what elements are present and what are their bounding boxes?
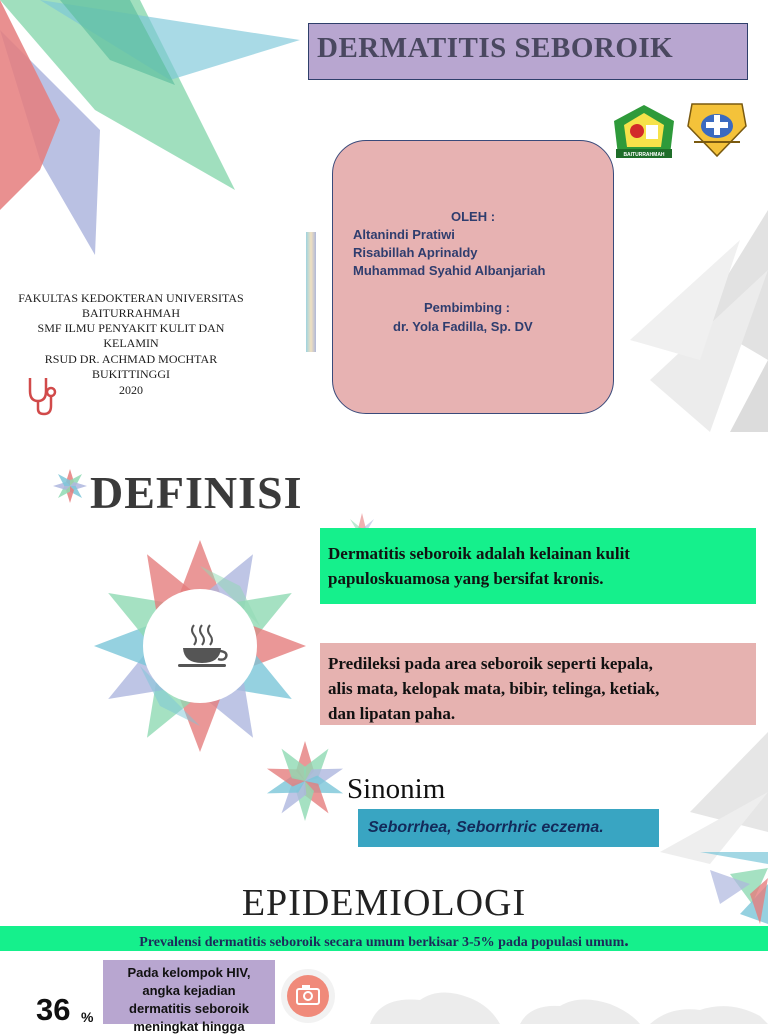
definisi-heading: DEFINISI — [90, 467, 303, 518]
prevalence-text — [0, 930, 768, 951]
predileksi-line: Predileksi pada area seboroik seperti kepala, — [328, 654, 653, 673]
faculty-line: BUKITTINGGI — [92, 367, 170, 381]
predileksi-box — [320, 643, 756, 725]
author-1: Altanindi Pratiwi — [353, 227, 455, 242]
author-2: Risabillah Aprinaldy — [353, 245, 478, 260]
definition-line: papuloskuamosa yang bersifat kronis. — [328, 569, 604, 588]
author-box — [332, 140, 614, 414]
definition-box — [320, 528, 756, 604]
faculty-line: RSUD DR. ACHMAD MOCHTAR — [44, 352, 218, 366]
hiv-line: meningkat hingga — [133, 1019, 245, 1034]
pembimbing-name: dr. Yola Fadilla, Sp. DV — [393, 319, 533, 334]
percentage-value: 36 — [36, 992, 71, 1027]
decorative-petals — [700, 852, 768, 864]
faculty-line: KELAMIN — [103, 336, 159, 350]
slide-title: DERMATITIS SEBOROIK — [317, 32, 674, 64]
faculty-line: BAITURRAHMAH — [81, 306, 180, 320]
hiv-line: angka kejadian — [142, 983, 236, 998]
university-logo — [612, 103, 676, 161]
svg-text:BAITURRAHMAH: BAITURRAHMAH — [623, 152, 665, 158]
hiv-box — [103, 960, 275, 1034]
prevalence-band — [0, 926, 768, 951]
sinonim-label: Sinonim — [347, 773, 446, 805]
sinonim-box — [358, 809, 659, 847]
author-3: Muhammad Syahid Albanjariah — [353, 263, 546, 278]
stethoscope-icon — [24, 375, 60, 417]
oleh-label: OLEH : — [451, 209, 496, 224]
decorative-grey-petals — [590, 210, 768, 432]
sinonim-text: Seborrhea, Seborrhric eczema. — [368, 819, 604, 836]
accent-bar — [306, 232, 316, 352]
definition-line: Dermatitis seboroik adalah kelainan kulit — [328, 544, 630, 563]
faculty-line: SMF ILMU PENYAKIT KULIT DAN — [37, 321, 225, 335]
prevalence-period: . — [624, 930, 629, 950]
flower-icon — [264, 740, 346, 822]
decorative-petals — [0, 0, 310, 270]
percentage-sign: % — [81, 1009, 94, 1025]
faculty-line: 2020 — [119, 383, 143, 397]
hiv-line: dermatitis seboroik — [129, 1001, 249, 1016]
hiv-line: Pada kelompok HIV, — [127, 965, 251, 980]
predileksi-line: alis mata, kelopak mata, bibir, telinga, ketiak, — [328, 679, 660, 698]
coffee-cup-icon — [174, 623, 230, 671]
world-map — [350, 976, 768, 1024]
epidemiologi-heading: EPIDEMIOLOGI — [241, 882, 527, 924]
faculty-line: FAKULTAS KEDOKTERAN UNIVERSITAS — [18, 291, 244, 305]
title-box — [308, 23, 748, 80]
camera-icon — [280, 968, 336, 1024]
pembimbing-label: Pembimbing : — [424, 300, 510, 315]
hospital-logo — [684, 98, 750, 160]
title-slide — [0, 0, 768, 432]
flower-icon — [52, 468, 88, 504]
predileksi-line: dan lipatan paha. — [328, 704, 456, 723]
prevalence-sentence: Prevalensi dermatitis seboroik secara umum berkisar 3-5% pada populasi umum — [139, 935, 625, 950]
